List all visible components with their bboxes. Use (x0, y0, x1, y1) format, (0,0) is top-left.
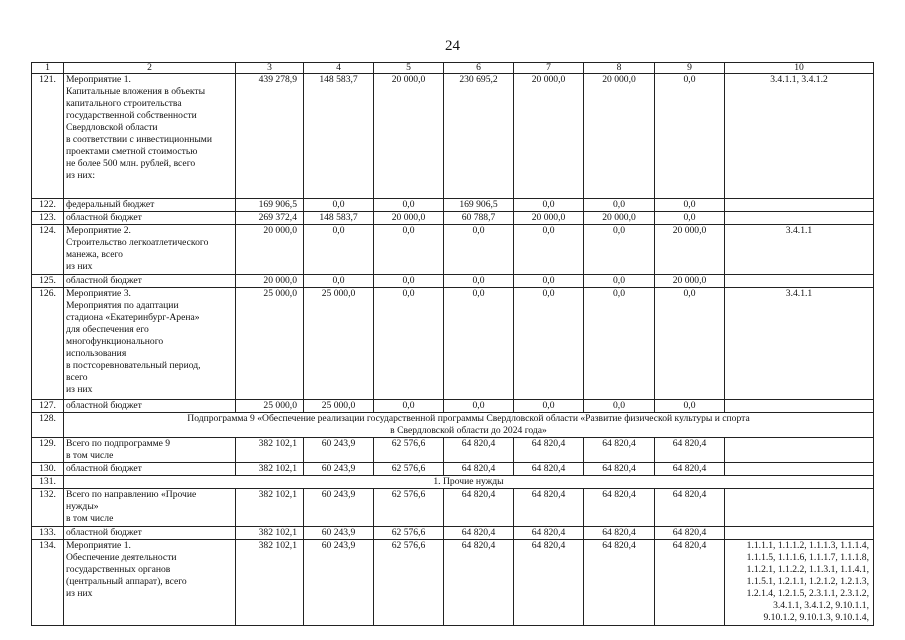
text-line: (центральный аппарат), всего (66, 576, 187, 587)
amount-cell: 0,0 (584, 400, 655, 413)
col-header: 9 (655, 63, 725, 74)
table-row (32, 212, 874, 225)
row-description (64, 540, 236, 626)
amount-cell: 64 820,4 (444, 489, 514, 527)
target-codes (725, 199, 874, 212)
table-row (32, 413, 874, 438)
text-line: манежа, всего (66, 249, 123, 260)
amount-cell: 64 820,4 (655, 540, 725, 626)
table-row (32, 463, 874, 476)
page-number: 24 (445, 38, 460, 54)
amount-cell: 25 000,0 (236, 400, 304, 413)
amount-cell: 382 102,1 (236, 489, 304, 527)
row-number: 121. (32, 74, 64, 199)
amount-cell: 20 000,0 (655, 225, 725, 275)
row-number: 127. (32, 400, 64, 413)
amount-cell: 64 820,4 (584, 489, 655, 527)
text-line: в том числе (66, 450, 114, 461)
text-line: 1.1.5.1, 1.2.1.1, 1.2.1.2, 1.2.1.3, (746, 576, 869, 587)
col-header: 5 (374, 63, 444, 74)
amount-cell: 20 000,0 (514, 212, 584, 225)
amount-cell: 148 583,7 (304, 74, 374, 199)
text-line: Строительство легкоатлетического (66, 237, 209, 248)
amount-cell: 0,0 (655, 199, 725, 212)
amount-cell: 62 576,6 (374, 438, 444, 463)
row-number: 131. (32, 476, 64, 489)
amount-cell: 60 243,9 (304, 438, 374, 463)
text-line: государственных органов (66, 564, 171, 575)
amount-cell: 64 820,4 (584, 527, 655, 540)
amount-cell: 169 906,5 (444, 199, 514, 212)
amount-cell: 0,0 (374, 288, 444, 400)
amount-cell: 20 000,0 (374, 74, 444, 199)
amount-cell: 60 243,9 (304, 463, 374, 476)
amount-cell: 20 000,0 (514, 74, 584, 199)
amount-cell: 20 000,0 (374, 212, 444, 225)
text-line: Обеспечение деятельности (66, 552, 177, 563)
text-line: нужды» (66, 501, 99, 512)
text-line: 1.1.1.5, 1.1.1.6, 1.1.1.7, 1.1.1.8, (746, 552, 869, 563)
header-row (32, 63, 874, 74)
target-codes (725, 438, 874, 463)
text-line: использования (66, 348, 127, 359)
col-header: 8 (584, 63, 655, 74)
amount-cell: 64 820,4 (584, 540, 655, 626)
row-description (64, 74, 236, 199)
amount-cell: 64 820,4 (655, 463, 725, 476)
text-line: многофункционального (66, 336, 164, 347)
amount-cell: 0,0 (655, 212, 725, 225)
target-codes (725, 400, 874, 413)
amount-cell: 382 102,1 (236, 527, 304, 540)
amount-cell: 64 820,4 (444, 463, 514, 476)
row-number: 125. (32, 275, 64, 288)
amount-cell: 169 906,5 (236, 199, 304, 212)
row-number: 124. (32, 225, 64, 275)
amount-cell: 0,0 (444, 400, 514, 413)
text-line: 9.10.1.2, 9.10.1.3, 9.10.1.4, (763, 612, 869, 623)
amount-cell: 0,0 (374, 275, 444, 288)
amount-cell: 64 820,4 (444, 527, 514, 540)
amount-cell: 20 000,0 (236, 275, 304, 288)
amount-cell: 0,0 (514, 199, 584, 212)
target-codes (725, 463, 874, 476)
amount-cell: 25 000,0 (236, 288, 304, 400)
amount-cell: 0,0 (514, 288, 584, 400)
amount-cell: 0,0 (514, 400, 584, 413)
col-header: 10 (725, 63, 874, 74)
text-line: государственной собственности (66, 110, 197, 121)
text-line: Мероприятие 1. (66, 74, 131, 85)
target-codes: 3.4.1.1, 3.4.1.2 (725, 74, 874, 199)
text-line: всего (66, 372, 88, 383)
amount-cell: 382 102,1 (236, 438, 304, 463)
amount-cell: 0,0 (304, 199, 374, 212)
text-line: в постсоревновательный период, (66, 360, 201, 371)
row-description: областной бюджет (64, 275, 236, 288)
col-header: 1 (32, 63, 64, 74)
amount-cell: 0,0 (655, 400, 725, 413)
amount-cell: 20 000,0 (584, 74, 655, 199)
text-line: не более 500 млн. рублей, всего (66, 158, 196, 169)
row-description (64, 438, 236, 463)
row-number: 123. (32, 212, 64, 225)
row-description (64, 225, 236, 275)
row-number: 122. (32, 199, 64, 212)
text-line: из них (66, 261, 93, 272)
text-line: стадиона «Екатеринбург-Арена» (66, 312, 200, 323)
table-row (32, 275, 874, 288)
amount-cell: 0,0 (374, 225, 444, 275)
table-row (32, 225, 874, 275)
text-line: в том числе (66, 513, 114, 524)
amount-cell: 0,0 (655, 74, 725, 199)
col-header: 6 (444, 63, 514, 74)
amount-cell: 0,0 (304, 275, 374, 288)
amount-cell: 0,0 (584, 225, 655, 275)
text-line: капитального строительства (66, 98, 182, 109)
row-number: 132. (32, 489, 64, 527)
text-line: из них: (66, 170, 96, 181)
section-title (64, 413, 874, 438)
amount-cell: 62 576,6 (374, 540, 444, 626)
amount-cell: 25 000,0 (304, 400, 374, 413)
amount-cell: 62 576,6 (374, 489, 444, 527)
text-line: из них (66, 384, 93, 395)
amount-cell: 60 243,9 (304, 489, 374, 527)
amount-cell: 0,0 (514, 225, 584, 275)
amount-cell: 0,0 (514, 275, 584, 288)
text-line: в соответствии с инвестиционными (66, 134, 213, 145)
table-row (32, 288, 874, 400)
amount-cell: 64 820,4 (514, 489, 584, 527)
table-row (32, 489, 874, 527)
amount-cell: 64 820,4 (444, 540, 514, 626)
amount-cell: 0,0 (584, 275, 655, 288)
text-line: Мероприятие 1. (66, 540, 131, 551)
section-title: 1. Прочие нужды (64, 476, 874, 489)
target-codes (725, 527, 874, 540)
amount-cell: 64 820,4 (514, 540, 584, 626)
amount-cell: 230 695,2 (444, 74, 514, 199)
amount-cell: 0,0 (304, 225, 374, 275)
row-description (64, 288, 236, 400)
amount-cell: 0,0 (444, 275, 514, 288)
table-row (32, 438, 874, 463)
amount-cell: 60 243,9 (304, 527, 374, 540)
row-number: 129. (32, 438, 64, 463)
amount-cell: 64 820,4 (655, 438, 725, 463)
text-line: 1.1.2.1, 1.1.2.2, 1.1.3.1, 1.1.4.1, (746, 564, 869, 575)
text-line: 1.2.1.4, 1.2.1.5, 2.3.1.1, 2.3.1.2, (746, 588, 869, 599)
amount-cell: 60 788,7 (444, 212, 514, 225)
text-line: Мероприятие 2. (66, 225, 131, 236)
amount-cell: 0,0 (584, 288, 655, 400)
table-row (32, 527, 874, 540)
text-line: Подпрограмма 9 «Обеспечение реализации государственной программы Свердловской области «Развитие физической культуры и спорта (187, 413, 750, 424)
target-codes (725, 275, 874, 288)
amount-cell: 64 820,4 (655, 527, 725, 540)
target-codes (725, 212, 874, 225)
row-number: 130. (32, 463, 64, 476)
target-codes (725, 489, 874, 527)
text-line: Мероприятие 3. (66, 288, 131, 299)
table-row (32, 74, 874, 199)
table-row (32, 476, 874, 489)
row-description: областной бюджет (64, 400, 236, 413)
text-line: Свердловской области (66, 122, 158, 133)
text-line: Всего по подпрограмме 9 (66, 438, 171, 449)
text-line: Мероприятия по адаптации (66, 300, 179, 311)
amount-cell: 62 576,6 (374, 463, 444, 476)
amount-cell: 20 000,0 (655, 275, 725, 288)
text-line: для обеспечения его (66, 324, 149, 335)
row-number: 126. (32, 288, 64, 400)
row-description (64, 489, 236, 527)
amount-cell: 64 820,4 (514, 463, 584, 476)
amount-cell: 64 820,4 (514, 438, 584, 463)
text-line: Капитальные вложения в объекты (66, 86, 206, 97)
col-header: 3 (236, 63, 304, 74)
amount-cell: 64 820,4 (584, 463, 655, 476)
amount-cell: 0,0 (374, 400, 444, 413)
col-header: 4 (304, 63, 374, 74)
target-codes: 3.4.1.1 (725, 288, 874, 400)
target-codes: 3.4.1.1 (725, 225, 874, 275)
row-description: областной бюджет (64, 463, 236, 476)
target-codes (725, 540, 874, 626)
col-header: 2 (64, 63, 236, 74)
amount-cell: 64 820,4 (584, 438, 655, 463)
amount-cell: 148 583,7 (304, 212, 374, 225)
amount-cell: 0,0 (444, 225, 514, 275)
row-number: 128. (32, 413, 64, 438)
amount-cell: 62 576,6 (374, 527, 444, 540)
amount-cell: 0,0 (374, 199, 444, 212)
text-line: из них (66, 588, 93, 599)
row-number: 134. (32, 540, 64, 626)
text-line: 3.4.1.1, 3.4.1.2, 9.10.1.1, (773, 600, 869, 611)
amount-cell: 0,0 (655, 288, 725, 400)
col-header: 7 (514, 63, 584, 74)
amount-cell: 64 820,4 (444, 438, 514, 463)
amount-cell: 0,0 (444, 288, 514, 400)
text-line: 1.1.1.1, 1.1.1.2, 1.1.1.3, 1.1.1.4, (746, 540, 869, 551)
table-row (32, 400, 874, 413)
amount-cell: 25 000,0 (304, 288, 374, 400)
row-description: областной бюджет (64, 212, 236, 225)
table-row (32, 199, 874, 212)
amount-cell: 269 372,4 (236, 212, 304, 225)
amount-cell: 64 820,4 (655, 489, 725, 527)
text-line: в Свердловской области до 2024 года» (390, 425, 547, 436)
row-description: федеральный бюджет (64, 199, 236, 212)
amount-cell: 20 000,0 (584, 212, 655, 225)
text-line: Всего по направлению «Прочие (66, 489, 197, 500)
row-number: 133. (32, 527, 64, 540)
amount-cell: 439 278,9 (236, 74, 304, 199)
amount-cell: 0,0 (584, 199, 655, 212)
budget-table (31, 62, 874, 626)
amount-cell: 64 820,4 (514, 527, 584, 540)
table-row (32, 540, 874, 626)
text-line: проектами сметной стоимостью (66, 146, 198, 157)
amount-cell: 60 243,9 (304, 540, 374, 626)
amount-cell: 20 000,0 (236, 225, 304, 275)
amount-cell: 382 102,1 (236, 540, 304, 626)
amount-cell: 382 102,1 (236, 463, 304, 476)
row-description: областной бюджет (64, 527, 236, 540)
